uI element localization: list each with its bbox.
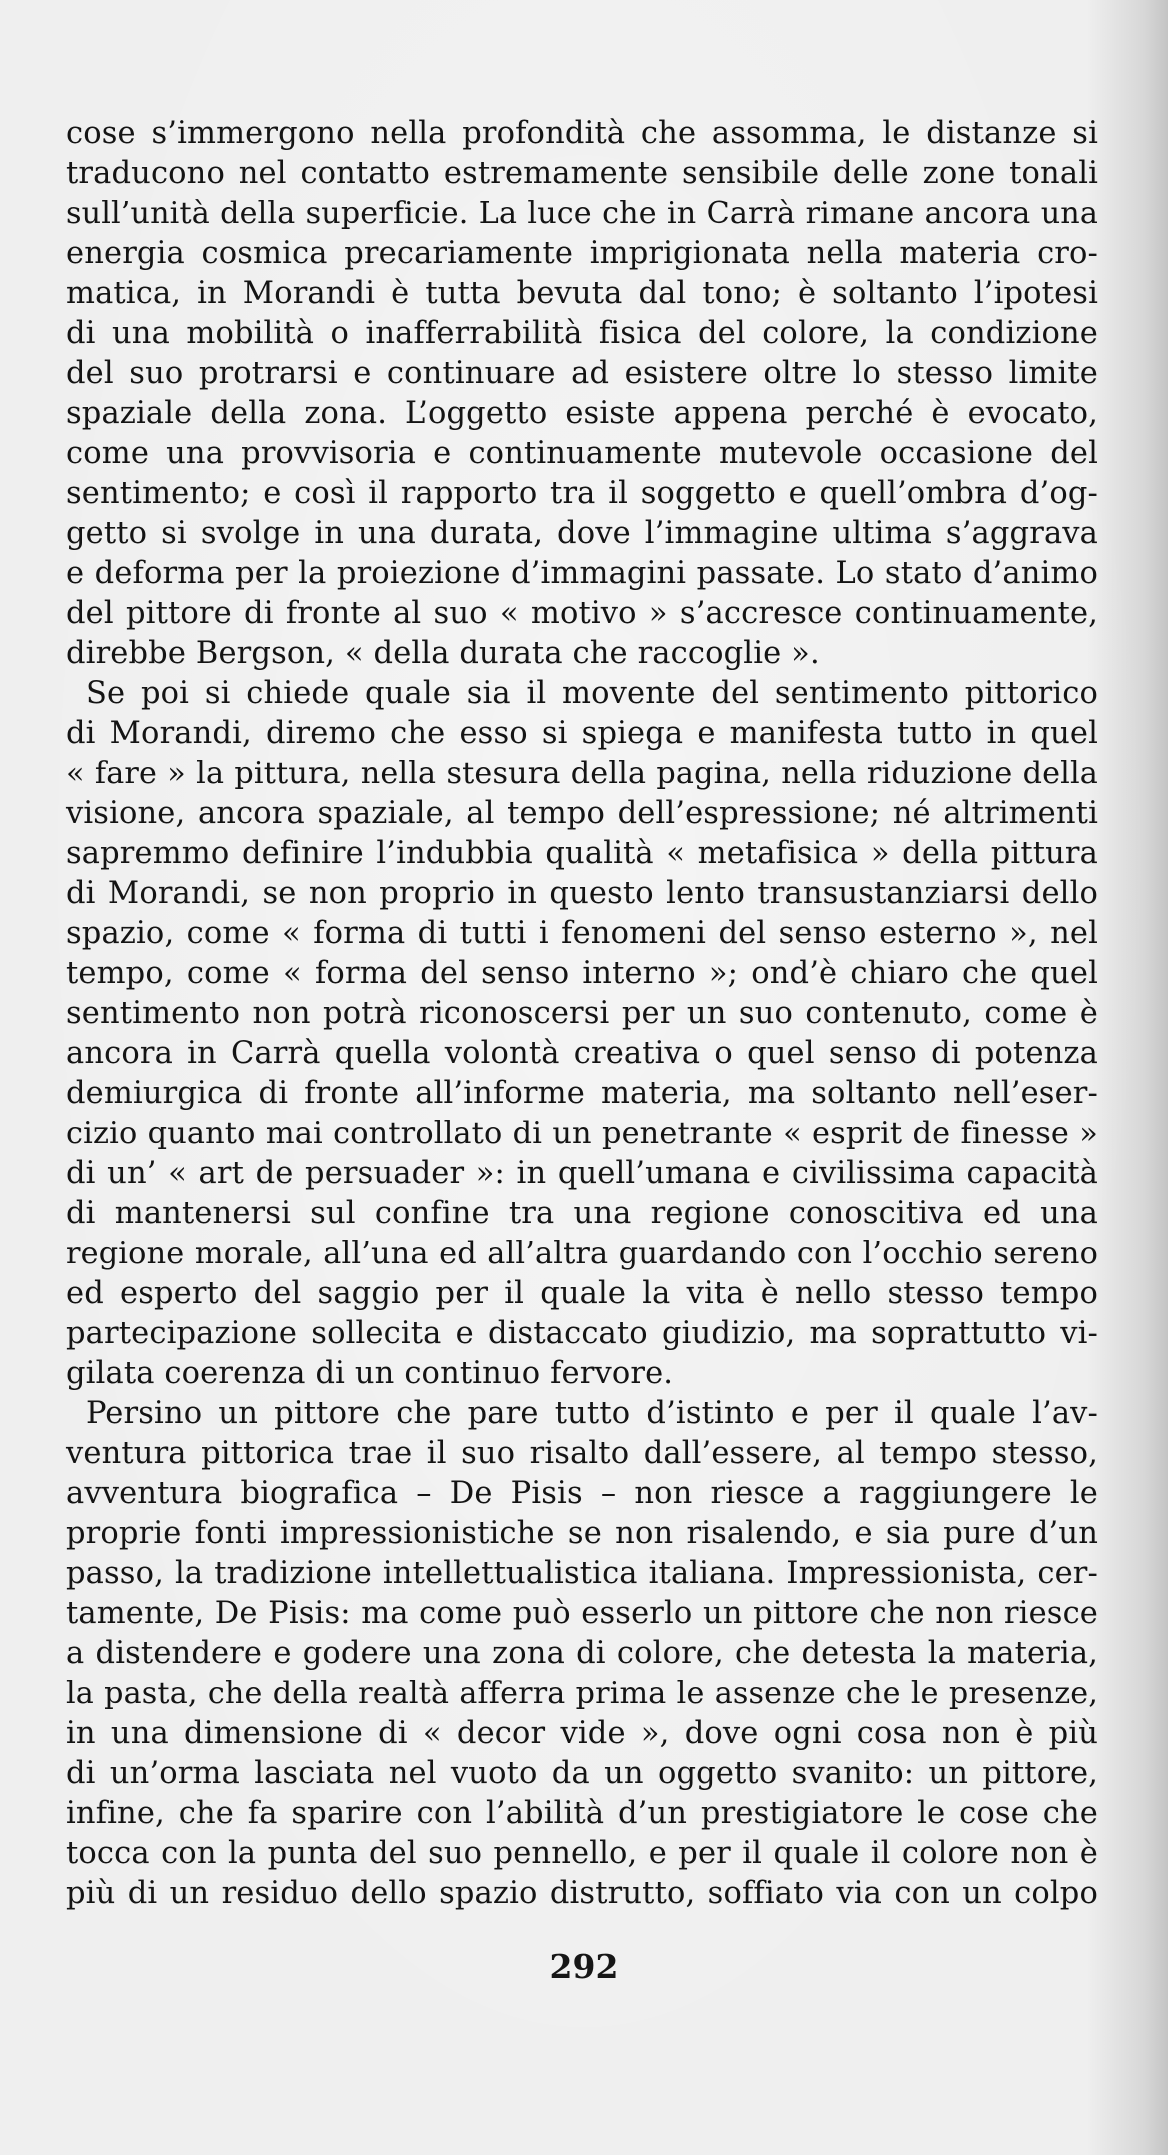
page-number: 292 [549, 1947, 619, 1986]
text-line: getto si svolge in una durata, dove l’immagine ultima s’aggrava [66, 516, 1098, 551]
text-line: ventura pittorica trae il suo risalto dall’essere, al tempo stesso, [66, 1436, 1098, 1471]
paragraph-start-line: Se poi si chiede quale sia il movente del sentimento pittorico [86, 676, 1098, 711]
text-line: matica, in Morandi è tutta bevuta dal tono; è soltanto l’ipotesi [66, 276, 1098, 311]
paragraph-start-line: Persino un pittore che pare tutto d’istinto e per il quale l’av- [86, 1396, 1098, 1431]
text-line: cizio quanto mai controllato di un penetrante « esprit de finesse » [66, 1116, 1098, 1151]
text-line: energia cosmica precariamente imprigionata nella materia cro- [66, 236, 1098, 271]
text-line: « fare » la pittura, nella stesura della pagina, nella riduzione della [66, 756, 1098, 791]
text-line: come una provvisoria e continuamente mutevole occasione del [66, 436, 1098, 471]
text-line: cose s’immergono nella profondità che assomma, le distanze si [66, 116, 1098, 151]
text-line: sull’unità della superficie. La luce che in Carrà rimane ancora una [66, 196, 1098, 231]
text-line: di Morandi, se non proprio in questo lento transustanziarsi dello [66, 876, 1098, 911]
text-line: di un’ « art de persuader »: in quell’umana e civilissima capacità [66, 1156, 1098, 1191]
text-line: sapremmo definire l’indubbia qualità « metafisica » della pittura [66, 836, 1098, 871]
text-line: del suo protrarsi e continuare ad esistere oltre lo stesso limite [66, 356, 1098, 391]
text-line: proprie fonti impressionistiche se non risalendo, e sia pure d’un [66, 1516, 1098, 1551]
text-line: partecipazione sollecita e distaccato giudizio, ma soprattutto vi- [66, 1316, 1098, 1351]
text-line: infine, che fa sparire con l’abilità d’un prestigiatore le cose che [66, 1796, 1098, 1831]
text-line: tocca con la punta del suo pennello, e per il quale il colore non è [66, 1836, 1098, 1871]
text-line: avventura biografica – De Pisis – non riesce a raggiungere le [66, 1476, 1098, 1511]
text-line: spazio, come « forma di tutti i fenomeni del senso esterno », nel [66, 916, 1098, 951]
text-line: passo, la tradizione intellettualistica italiana. Impressionista, cer- [66, 1556, 1098, 1591]
text-line: traducono nel contatto estremamente sensibile delle zone tonali [66, 156, 1098, 191]
text-line: di un’orma lasciata nel vuoto da un oggetto svanito: un pittore, [66, 1756, 1098, 1791]
text-line: del pittore di fronte al suo « motivo » s’accresce continuamente, [66, 596, 1098, 631]
text-line: ed esperto del saggio per il quale la vita è nello stesso tempo [66, 1276, 1098, 1311]
text-line: sentimento non potrà riconoscersi per un suo contenuto, come è [66, 996, 1098, 1031]
text-line: tamente, De Pisis: ma come può esserlo un pittore che non riesce [66, 1596, 1098, 1631]
text-line: di Morandi, diremo che esso si spiega e manifesta tutto in quel [66, 716, 1098, 751]
text-line: demiurgica di fronte all’informe materia, ma soltanto nell’eser- [66, 1076, 1098, 1111]
text-line: in una dimensione di « decor vide », dove ogni cosa non è più [66, 1716, 1098, 1751]
text-line: tempo, come « forma del senso interno »; ond’è chiaro che quel [66, 956, 1098, 991]
text-line: di mantenersi sul confine tra una regione conoscitiva ed una [66, 1196, 1098, 1231]
text-line: la pasta, che della realtà afferra prima le assenze che le presenze, [66, 1676, 1098, 1711]
text-line: gilata coerenza di un continuo fervore. [66, 1356, 674, 1391]
text-line: direbbe Bergson, « della durata che raccoglie ». [66, 636, 820, 671]
text-line: sentimento; e così il rapporto tra il soggetto e quell’ombra d’og- [66, 476, 1098, 511]
text-line: più di un residuo dello spazio distrutto, soffiato via con un colpo [66, 1876, 1098, 1911]
text-line: regione morale, all’una ed all’altra guardando con l’occhio sereno [66, 1236, 1098, 1271]
text-line: visione, ancora spaziale, al tempo dell’espressione; né altrimenti [66, 796, 1098, 831]
text-line: e deforma per la proiezione d’immagini passate. Lo stato d’animo [66, 556, 1098, 591]
text-line: a distendere e godere una zona di colore, che detesta la materia, [66, 1636, 1098, 1671]
text-line: di una mobilità o inafferrabilità fisica del colore, la condizione [66, 316, 1098, 351]
text-line: ancora in Carrà quella volontà creativa o quel senso di potenza [66, 1036, 1098, 1071]
text-line: spaziale della zona. L’oggetto esiste appena perché è evocato, [66, 396, 1098, 431]
